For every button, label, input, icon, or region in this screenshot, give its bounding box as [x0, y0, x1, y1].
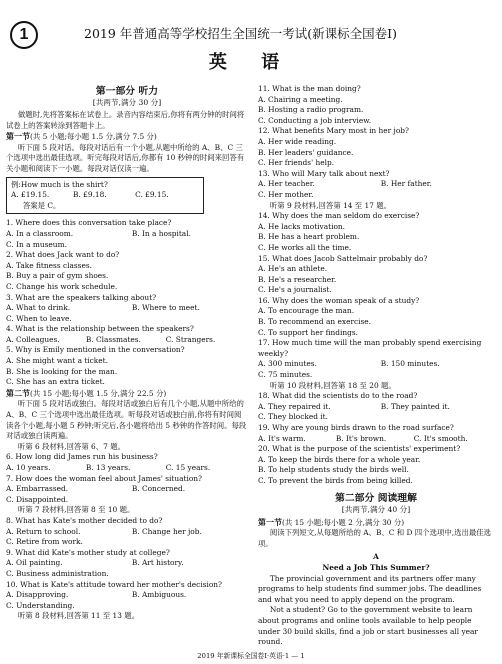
- example-box: [6, 177, 204, 215]
- q14-option-a: A. He lacks motivation.: [258, 221, 345, 231]
- question-11: 11. What is the man doing?: [258, 84, 361, 93]
- section2-instructions: 听下面 5 段对话或独白。每段对话或独白后有几个小题,从题中所给的 A、B、C 三个选项中选出最佳选项。听每段对话或独白前,你将有时间阅读各个小题,每小题 5 秒钟;听完后,各小题将给出 5 秒钟的作答时间。每段对话或独白读两遍。: [6, 399, 247, 441]
- q8-option-a: A. Return to school.: [6, 526, 81, 536]
- material-note-10: 听第 10 段材料,回答第 18 至 20 题。: [269, 380, 396, 390]
- example-option-c: C. £9.15.: [135, 190, 169, 200]
- example-question: 例:How much is the shirt?: [11, 179, 108, 189]
- q12-option-a: A. Her wide reading.: [258, 136, 337, 146]
- example-answer: 答案是 C。: [22, 200, 61, 210]
- question-7: 7. How does the woman feel about James' situation?: [6, 473, 203, 483]
- q12-option-b: B. Her leaders' guidance.: [258, 147, 354, 157]
- q2-option-b: B. Buy a pair of gym shoes.: [6, 271, 109, 281]
- q7-option-b: B. Concerned.: [131, 484, 186, 494]
- q1-option-b: B. In a hospital.: [131, 228, 191, 238]
- passage-paragraph-2: Not a student? Go to the government website to learn about programs and online tools available to help people under 30 build skills, find a job or start businesses all year round.: [258, 605, 478, 647]
- q16-option-c: C. To support her findings.: [258, 327, 358, 337]
- question-9: 9. What did Kate's mother study at college?: [6, 547, 170, 557]
- exam-title: 2019 年普通高等学校招生全国统一考试(新课标全国卷Ⅰ): [84, 26, 397, 41]
- q17-option-b: B. 150 minutes.: [380, 359, 440, 369]
- section1-instructions: 听下面 5 段对话。每段对话后有一个小题,从题中所给的 A、B、C 三个选项中选出最佳选项。听完每段对话后,你都有 10 秒钟的时间来回答有关小题和阅读下一小题。每段对话仅读一遍。: [6, 142, 245, 173]
- q7-options: [6, 484, 248, 495]
- q15-option-b: B. He's a researcher.: [258, 274, 337, 284]
- q11-option-a: A. Chairing a meeting.: [258, 94, 343, 104]
- q9-option-a: A. Oil painting.: [6, 558, 63, 568]
- intro-text: 做题时,先将答案标在试卷上。录音内容结束后,你将有两分钟的时间将试卷上的答案转涂到答题卡上。: [6, 110, 245, 130]
- q3-option-b: B. Where to meet.: [131, 303, 200, 313]
- section2-header: [6, 388, 248, 400]
- section1-heading: 第一节: [6, 131, 30, 142]
- q13-option-b: B. Her father.: [380, 179, 432, 189]
- page-number-badge: 1: [10, 21, 38, 49]
- q18-option-c: C. They blocked it.: [258, 412, 328, 422]
- q20-option-c: C. To prevent the birds from being killed.: [258, 475, 413, 485]
- q3-options: [6, 303, 248, 314]
- q19-option-b: B. It's brown.: [335, 433, 387, 443]
- q6-options: [6, 463, 248, 474]
- section1-header: [6, 131, 248, 143]
- q15-option-a: A. He's an athlete.: [258, 264, 328, 274]
- q17-options: [258, 359, 494, 370]
- q10-option-c: C. Understanding.: [6, 600, 75, 610]
- example-options: [11, 190, 199, 201]
- q18-option-a: A. They repaired it.: [258, 401, 331, 411]
- part2-title: 第二部分 阅读理解: [335, 492, 417, 504]
- q19-option-c: C. It's smooth.: [413, 433, 468, 443]
- question-4: 4. What is the relationship between the speakers?: [6, 324, 194, 334]
- q4-options: [6, 335, 248, 346]
- q4-option-b: B. Classmates.: [85, 334, 141, 344]
- q16-option-b: B. To recommend an exercise.: [258, 317, 371, 327]
- part1-subtitle: [共两节,满分 30 分]: [92, 98, 162, 107]
- question-5: 5. Why is Emily mentioned in the conversation?: [6, 345, 185, 355]
- question-14: 14. Why does the man seldom do exercise?: [258, 211, 420, 221]
- q5-option-a: A. She might want a ticket.: [6, 356, 108, 366]
- reading-section1-header: [258, 517, 494, 529]
- q9-options: [6, 558, 248, 569]
- question-8: 8. What has Kate's mother decided to do?: [6, 515, 163, 525]
- left-column: [6, 84, 248, 622]
- q20-option-a: A. To keep the birds there for a whole year.: [258, 454, 421, 464]
- q1-options: [6, 229, 248, 240]
- question-2: 2. What does Jack want to do?: [6, 250, 120, 260]
- page-footer: 2019 年新课标全国卷Ⅰ·英语·1 — 1: [197, 652, 305, 660]
- q13-option-a: A. Her teacher.: [258, 179, 315, 189]
- q8-option-b: B. Change her job.: [131, 526, 202, 536]
- passage-letter: A: [373, 552, 379, 562]
- q11-option-c: C. Conducting a job interview.: [258, 115, 372, 125]
- reading-instructions: 阅读下列短文,从每题所给的 A、B、C 和 D 四个选项中,选出最佳选项。: [258, 528, 492, 548]
- q4-option-a: A. Colleagues.: [6, 334, 60, 344]
- q18-options: [258, 402, 494, 413]
- section2-note: (共 15 小题;每小题 1.5 分,满分 22.5 分): [30, 388, 167, 398]
- q6-option-a: A. 10 years.: [6, 463, 51, 472]
- question-12: 12. What benefits Mary most in her job?: [258, 126, 409, 136]
- q10-options: [6, 590, 248, 601]
- q10-option-b: B. Ambiguous.: [131, 590, 187, 600]
- q9-option-c: C. Business administration.: [6, 568, 109, 578]
- q8-options: [6, 527, 248, 538]
- example-option-a: A. £19.15.: [11, 190, 50, 200]
- reading-section1-note: (共 15 小题;每小题 2 分,满分 30 分): [282, 517, 405, 527]
- question-13: 13. Who will Mary talk about next?: [258, 168, 390, 178]
- q5-option-c: C. She has an extra ticket.: [6, 377, 105, 387]
- material-note-6: 听第 6 段材料,回答第 6、7 题。: [17, 441, 125, 451]
- q13-option-c: C. Her mother.: [258, 189, 314, 199]
- q12-option-c: C. Her friends' help.: [258, 158, 335, 168]
- material-note-7: 听第 7 段材料,回答第 8 至 10 题。: [17, 505, 135, 515]
- q19-option-a: A. It's warm.: [258, 433, 306, 443]
- passage-title: Need a Job This Summer?: [322, 562, 430, 572]
- q14-option-c: C. He works all the time.: [258, 242, 352, 252]
- q3-option-c: C. When to leave.: [6, 313, 72, 323]
- q11-option-b: B. Hosting a radio program.: [258, 105, 364, 115]
- question-15: 15. What does Jacob Sattelmair probably do?: [258, 253, 428, 263]
- q7-option-c: C. Disappointed.: [6, 494, 69, 504]
- q16-option-a: A. To encourage the man.: [258, 306, 355, 316]
- passage-paragraph-1: The provincial government and its partners offer many programs to help students find summer jobs. The deadlines and what you need to apply depend on the program.: [258, 573, 482, 604]
- question-19: 19. Why are young birds drawn to the road surface?: [258, 423, 454, 432]
- q17-option-a: A. 300 minutes.: [258, 359, 317, 369]
- q6-option-b: B. 13 years.: [85, 463, 131, 472]
- section2-heading: 第二节: [6, 387, 30, 398]
- q20-option-b: B. To help students study the birds well.: [258, 465, 409, 475]
- q1-option-a: A. In a classroom.: [6, 228, 74, 238]
- part2-subtitle: [共两节,满分 40 分]: [341, 504, 411, 514]
- q2-option-c: C. Change his work schedule.: [6, 281, 118, 291]
- q4-option-c: C. Strangers.: [165, 334, 216, 344]
- q10-option-a: A. Disapproving.: [6, 590, 69, 600]
- question-20: 20. What is the purpose of the scientists' experiment?: [258, 444, 461, 454]
- subject-title: 英 语: [208, 52, 294, 73]
- q15-option-c: C. He's a journalist.: [258, 285, 332, 295]
- q9-option-b: B. Art history.: [131, 558, 184, 568]
- part1-title: 第一部分 听力: [95, 86, 159, 97]
- q7-option-a: A. Embarrassed.: [6, 484, 69, 494]
- question-17: 17. How much time will the man probably spend exercising weekly?: [258, 338, 482, 358]
- question-6: 6. How long did James run his business?: [6, 452, 158, 462]
- question-18: 18. What did the scientists do to the road?: [258, 391, 418, 401]
- right-column: [258, 84, 494, 648]
- q6-option-c: C. 15 years.: [165, 463, 211, 472]
- question-10: 10. What is Kate's attitude toward her mother's decision?: [6, 579, 223, 589]
- q1-option-c: C. In a museum.: [6, 239, 67, 249]
- question-3: 3. What are the speakers talking about?: [6, 292, 157, 302]
- q13-options: [258, 179, 494, 190]
- q14-option-b: B. He has a heart problem.: [258, 232, 360, 242]
- q5-option-b: B. She is looking for the man.: [6, 366, 118, 376]
- example-option-b: B. £9.18.: [73, 190, 107, 200]
- q18-option-b: B. They painted it.: [380, 401, 450, 411]
- question-16: 16. Why does the woman speak of a study?: [258, 295, 420, 305]
- material-note-9: 听第 9 段材料,回答第 14 至 17 题。: [269, 200, 392, 210]
- section1-note: (共 5 小题;每小题 1.5 分,满分 7.5 分): [30, 132, 157, 142]
- q8-option-c: C. Retire from work.: [6, 537, 83, 547]
- material-note-8: 听第 8 段材料,回答第 11 至 13 题。: [17, 611, 140, 621]
- q3-option-a: A. What to drink.: [6, 303, 71, 313]
- q2-option-a: A. Take fitness classes.: [6, 260, 92, 270]
- q19-options: [258, 434, 494, 445]
- question-1: 1. Where does this conversation take place?: [6, 218, 172, 228]
- reading-section1-heading: 第一节: [258, 516, 282, 527]
- q17-option-c: C. 75 minutes.: [258, 370, 313, 380]
